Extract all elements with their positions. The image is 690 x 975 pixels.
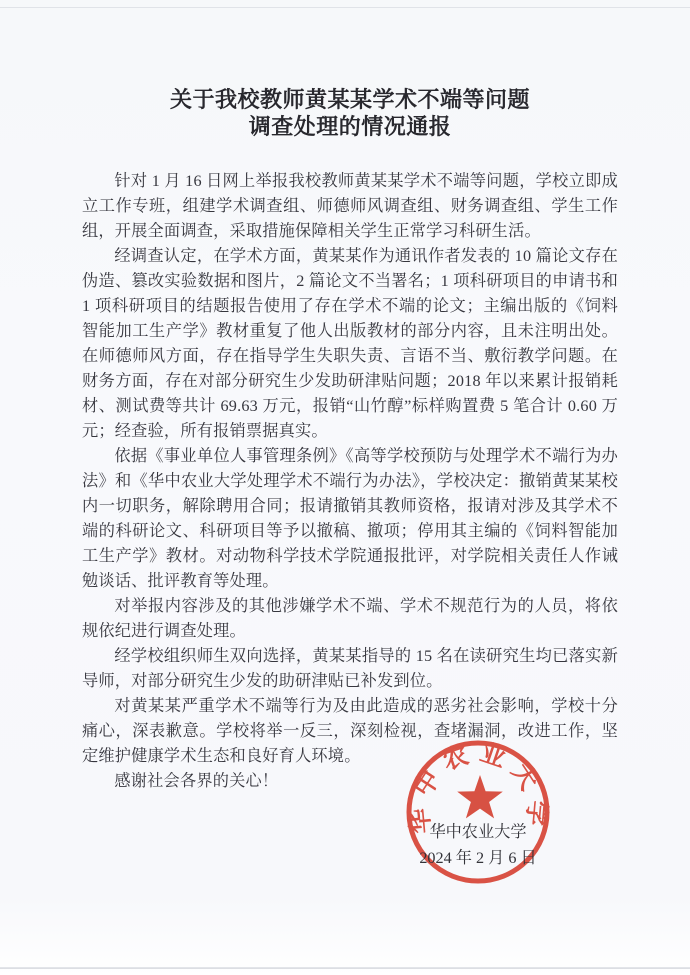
document-content — [82, 86, 618, 794]
star-icon — [457, 775, 503, 818]
page-edge-bottom — [0, 967, 690, 969]
document-title-line-2: 调查处理的情况通报 — [248, 114, 452, 139]
document-title-line-1: 关于我校教师黄某某学术不端等问题 — [169, 87, 530, 112]
document-title — [82, 86, 618, 140]
document-body — [82, 169, 618, 794]
paragraph: 感谢社会各界的关心！ — [114, 772, 279, 790]
paragraph: 对举报内容涉及的其他涉嫌学术不端、学术不规范行为的人员，将依规依纪进行调查处理。 — [82, 597, 618, 640]
paragraph: 经调查认定，在学术方面，黄某某作为通讯作者发表的 10 篇论文存在伪造、篡改实验数据和图片，2 篇论文不当署名；1 项科研项目的申请书和 1 项科研项目的结题报告使用了存在学术不端的论文；主编出版的《饲料智能加工生产学》教材重复了他人出版教材的部分内容，且未注明出处。在师德师风方面，存在指导学生失职失责、言语不当、敷衍教学问题。在财务方面，存在对部分研究生少发助研津贴问题；2018 年以来累计报销耗材、测试费等共计 69.63 万元，报销“山竹醇”标样购置费 5 笔合计 0.60 万元；经查验，所有报销票据真实。 — [82, 247, 618, 440]
paragraph: 针对 1 月 16 日网上举报我校教师黄某某学术不端等问题，学校立即成立工作专班，组建学术调查组、师德师风调查组、财务调查组、学生工作组，开展全面调查，采取措施保障相关学生正常学习科研生活。 — [82, 172, 618, 240]
paragraph: 经学校组织师生双向选择，黄某某指导的 15 名在读研究生均已落实新导师，对部分研究生少发的助研津贴已补发到位。 — [82, 647, 618, 690]
paragraph: 依据《事业单位人事管理条例》《高等学校预防与处理学术不端行为办法》和《华中农业大学处理学术不端行为办法》，学校决定：撤销黄某某校内一切职务，解除聘用合同；报请撤销其教师资格，报请对涉及其学术不端的科研论文、科研项目等予以撤稿、撤项；停用其主编的《饲料智能加工生产学》教材。对动物科学技术学院通报批评，对学院相关责任人作诫勉谈话、批评教育等处理。 — [82, 447, 618, 590]
seal-ring-text: 华中农业大学 — [405, 739, 551, 835]
page-edge-top — [0, 7, 690, 8]
signature-block — [397, 820, 559, 871]
signature: 华中农业大学 — [429, 823, 527, 841]
date: 2024 年 2 月 6 日 — [419, 848, 537, 867]
paragraph: 对黄某某严重学术不端等行为及由此造成的恶劣社会影响，学校十分痛心，深表歉意。学校将举一反三，深刻检视，查堵漏洞，改进工作，坚定维护健康学术生态和良好育人环境。 — [82, 697, 618, 765]
